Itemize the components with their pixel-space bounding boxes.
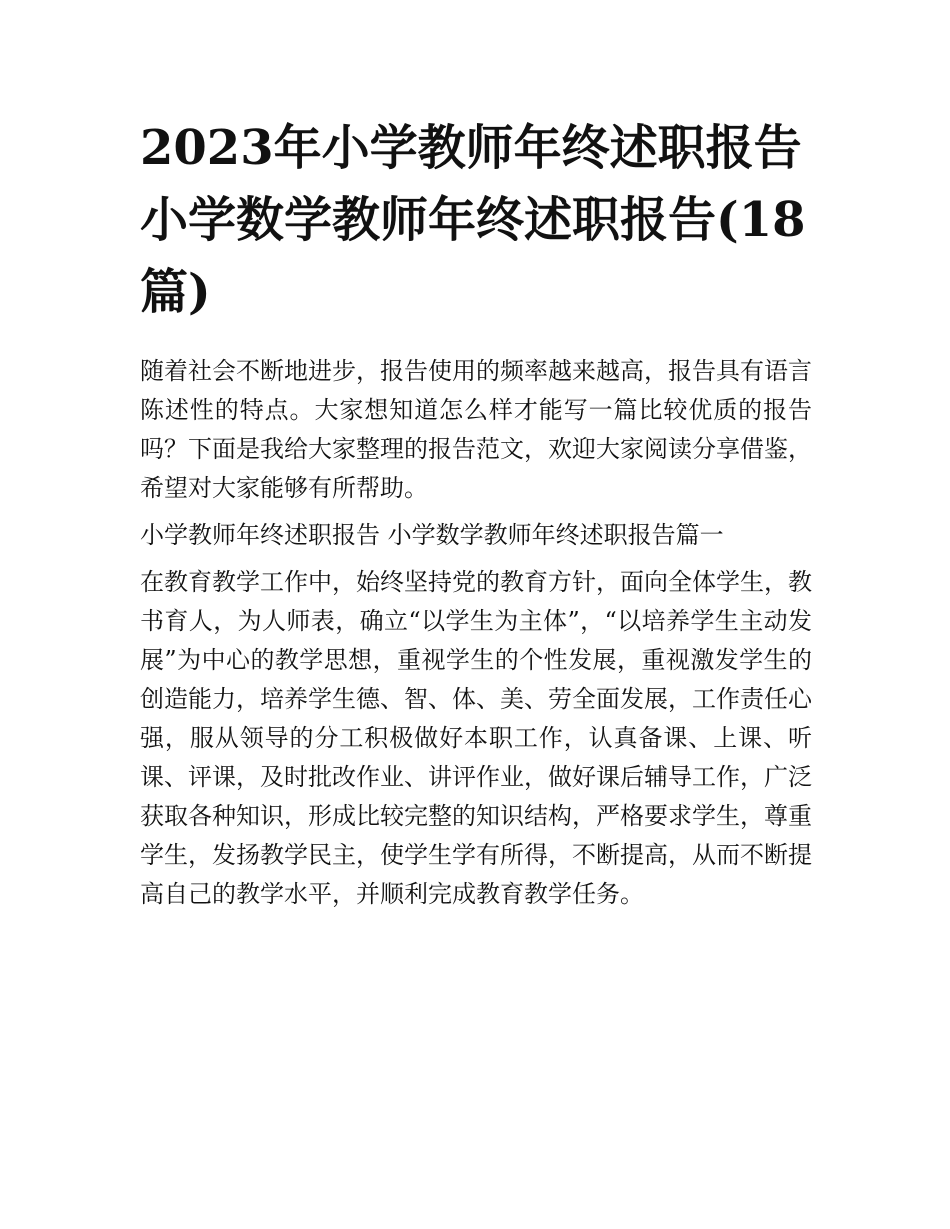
document-title: 2023年小学教师年终述职报告 小学数学教师年终述职报告(18篇)	[140, 120, 806, 320]
body-paragraph: 在教育教学工作中，始终坚持党的教育方针，面向全体学生，教书育人，为人师表，确立“以学生为主体”，“以培养学生主动发展”为中心的教学思想，重视学生的个性发展，重视激发学生的创造能力，培养学生德、智、体、美、劳全面发展，工作责任心强，服从领导的分工积极做好本职工作，认真备课、上课、听课、评课，及时批改作业、讲评作业，做好课后辅导工作，广泛获取各种知识，形成比较完整的知识结构，严格要求学生，尊重学生，发扬教学民主，使学生学有所得，不断提高，从而不断提高自己的教学水平，并顺利完成教育教学任务。	[140, 568, 812, 908]
section-heading: 小学教师年终述职报告 小学数学教师年终述职报告篇一	[140, 521, 724, 549]
intro-paragraph: 随着社会不断地进步，报告使用的频率越来越高，报告具有语言陈述性的特点。大家想知道怎么样才能写一篇比较优质的报告吗？下面是我给大家整理的报告范文，欢迎大家阅读分享借鉴，希望对大家能够有所帮助。	[140, 357, 812, 502]
document-body	[140, 352, 812, 914]
document-content	[140, 112, 812, 914]
